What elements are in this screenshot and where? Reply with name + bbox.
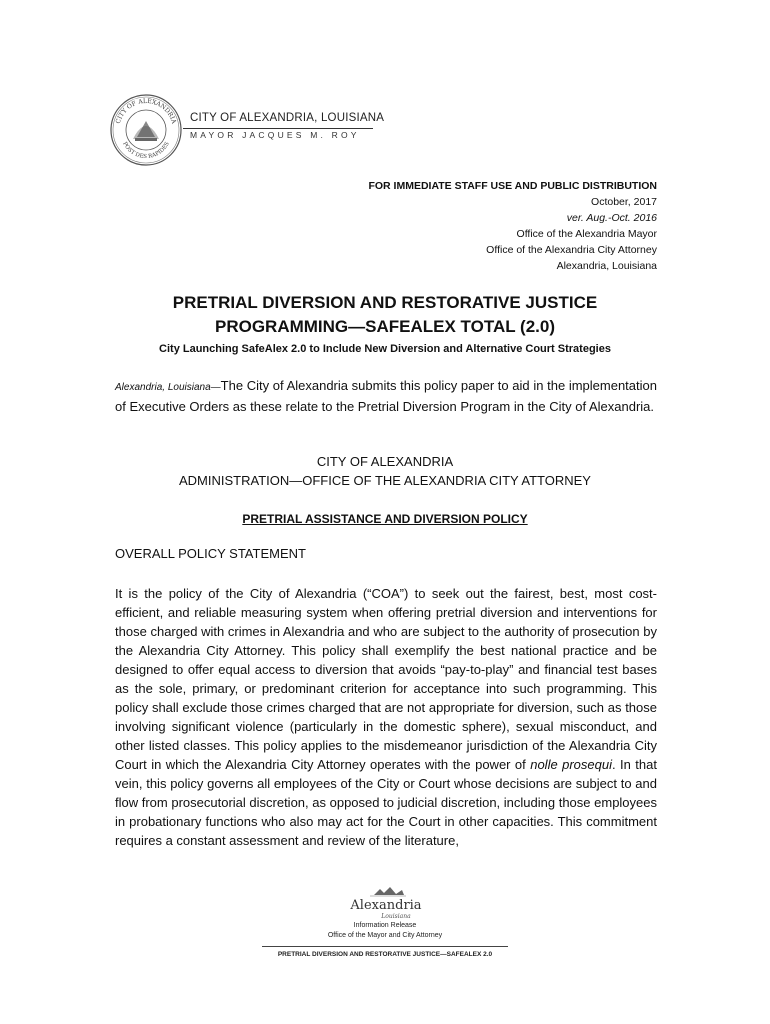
policy-body-italic: nolle prosequi — [530, 757, 612, 772]
distribution-location: Alexandria, Louisiana — [556, 260, 657, 272]
overall-policy-statement-heading: OVERALL POLICY STATEMENT — [115, 546, 306, 561]
distribution-version: ver. Aug.-Oct. 2016 — [566, 212, 657, 224]
intro-text: The City of Alexandria submits this policy paper to aid in the implementation of Executive Orders as these relate to the Pretrial Diversion Program in the City of Alexandria. — [115, 378, 657, 414]
logo-text: Alexandria — [350, 898, 422, 913]
section-administration: ADMINISTRATION—OFFICE OF THE ALEXANDRIA CITY ATTORNEY — [179, 473, 591, 488]
seal-text-bottom: POST DES RAPIDES — [121, 141, 171, 161]
intro-location: Alexandria, Louisiana— — [115, 382, 221, 393]
policy-body-paragraph — [115, 584, 657, 850]
document-title-line1: PRETRIAL DIVERSION AND RESTORATIVE JUSTICE — [172, 293, 598, 312]
footer-office: Office of the Mayor and City Attorney — [327, 932, 443, 939]
intro-paragraph — [115, 376, 657, 416]
footer-information-release: Information Release — [353, 922, 417, 929]
letterhead-divider — [183, 128, 373, 129]
distribution-block — [368, 178, 657, 274]
policy-body-part1: It is the policy of the City of Alexandria (“COA”) to seek out the fairest, best, most cost-efficient, and reliable measuring system when offering pretrial diversion and interventions for those charged with crimes in Alexandria and who are subject to the authority of prosecution by the Alexandria City Attorney. This policy shall exemplify the best national practice and be designed to offer equal access to diversion that avoids “pay-to-play” and financial test bases as the sole, primary, or predominant criterion for acceptance into such programming. This policy shall exclude those crimes charged that are not appropriate for diversion, such as those involving significant violence (particularly in the domestic sphere), sexual misconduct, and other listed classes. This policy applies to the misdemeanor jurisdiction of the Alexandria City Court in which the Alexandria City Attorney operates with the power of — [115, 586, 657, 772]
policy-heading: PRETRIAL ASSISTANCE AND DIVERSION POLICY — [242, 512, 528, 526]
city-seal-icon — [109, 93, 183, 167]
letterhead-city: CITY OF ALEXANDRIA, LOUISIANA — [190, 112, 385, 124]
distribution-office-attorney: Office of the Alexandria City Attorney — [486, 244, 657, 256]
distribution-date: October, 2017 — [591, 196, 657, 208]
document-subtitle: City Launching SafeAlex 2.0 to Include New Diversion and Alternative Court Strategies — [159, 343, 611, 355]
section-city: CITY OF ALEXANDRIA — [316, 454, 454, 469]
seal-text-top: CITY OF ALEXANDRIA — [114, 97, 178, 125]
footer-document-title: PRETRIAL DIVERSION AND RESTORATIVE JUSTICE—SAFEALEX 2.0 — [277, 951, 493, 958]
distribution-heading: FOR IMMEDIATE STAFF USE AND PUBLIC DISTRIBUTION — [368, 180, 657, 192]
document-title-line2: PROGRAMMING—SAFEALEX TOTAL (2.0) — [214, 317, 556, 336]
svg-text:POST DES RAPIDES — [121, 141, 171, 160]
footer-divider — [262, 946, 508, 947]
alexandria-logo-icon — [344, 886, 428, 922]
letterhead-mayor: MAYOR JACQUES M. ROY — [190, 130, 360, 140]
distribution-office-mayor: Office of the Alexandria Mayor — [516, 228, 657, 240]
logo-subtext: Louisiana — [381, 913, 411, 920]
policy-body-part2: . In that vein, this policy governs all employees of the City or Court whose decisions are subject to and flow from prosecutorial discretion, as opposed to judicial discretion, including those employees in probationary functions who also may act for the Court in other capacities. This commitment requires a constant assessment and review of the literature, — [115, 757, 657, 848]
